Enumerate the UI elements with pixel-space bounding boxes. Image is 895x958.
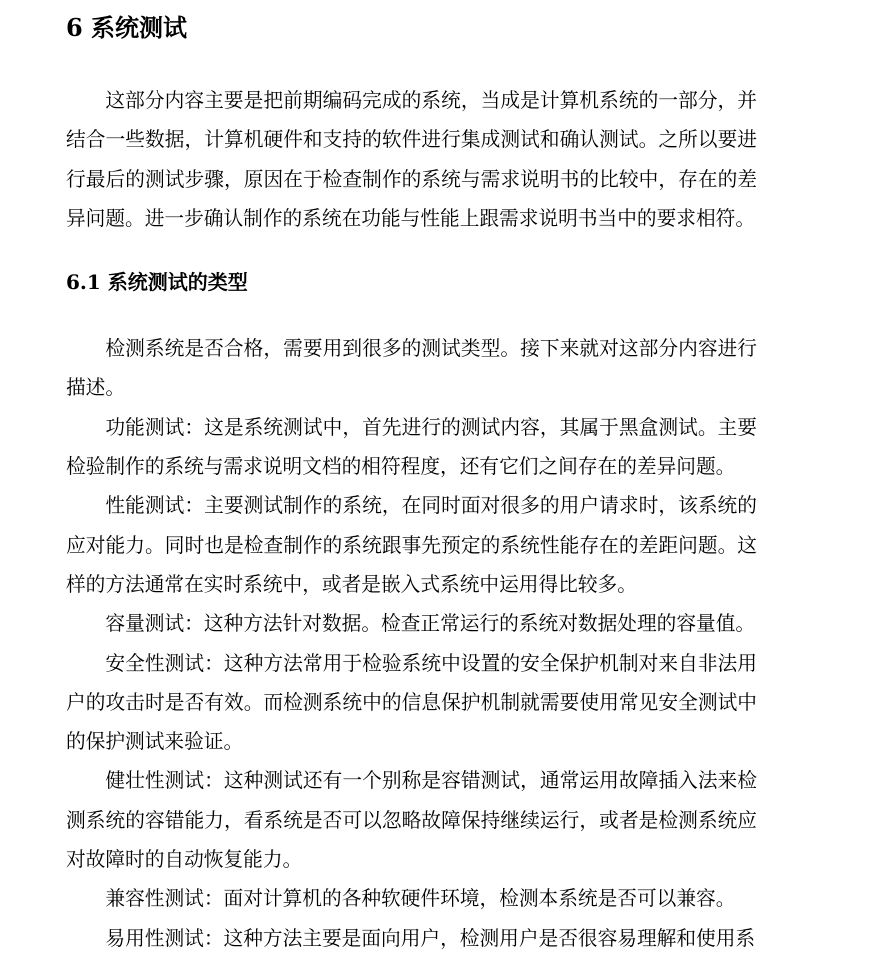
section-title: 6.1 系统测试的类型	[66, 270, 248, 295]
intro-paragraph: 这部分内容主要是把前期编码完成的系统，当成是计算机系统的一部分，并结合一些数据，计算机硬件和支持的软件进行集成测试和确认测试。之所以要进行最后的测试步骤，原因在于检查制作的系统与需求说明书的比较中，存在的差异问题。进一步确认制作的系统在功能与性能上跟需求说明书当中的要求相符。	[66, 89, 757, 230]
paragraph-usability-testing: 易用性测试：这种方法主要是面向用户，检测用户是否很容易理解和使用系	[105, 926, 756, 950]
document-page	[66, 8, 757, 958]
paragraph-security-testing: 安全性测试：这种方法常用于检验系统中设置的安全保护机制对来自非法用户的攻击时是否有效。而检测系统中的信息保护机制就需要使用常见安全测试中的保护测试来验证。	[66, 651, 757, 754]
paragraph-compatibility-testing: 兼容性测试：面对计算机的各种软硬件环境，检测本系统是否可以兼容。	[105, 887, 736, 911]
chapter-intro	[66, 81, 757, 238]
paragraph-functional-testing: 功能测试：这是系统测试中，首先进行的测试内容，其属于黑盒测试。主要检验制作的系统与需求说明文档的相符程度，还有它们之间存在的差异问题。	[66, 415, 757, 479]
paragraph-performance-testing: 性能测试：主要测试制作的系统，在同时面对很多的用户请求时，该系统的应对能力。同时也是检查制作的系统跟事先预定的系统性能存在的差距问题。这样的方法通常在实时系统中，或者是嵌入式系统中运用得比较多。	[66, 494, 757, 596]
paragraph-capacity-testing: 容量测试：这种方法针对数据。检查正常运行的系统对数据处理的容量值。	[105, 612, 756, 636]
chapter-title: 6 系统测试	[66, 13, 188, 42]
paragraph-robustness-testing: 健壮性测试：这种测试还有一个别称是容错测试，通常运用故障插入法来检测系统的容错能力，看系统是否可以忽略故障保持继续运行，或者是检测系统应对故障时的自动恢复能力。	[66, 769, 757, 872]
paragraph-overview: 检测系统是否合格，需要用到很多的测试类型。接下来就对这部分内容进行描述。	[66, 337, 757, 400]
section-body	[66, 329, 757, 958]
